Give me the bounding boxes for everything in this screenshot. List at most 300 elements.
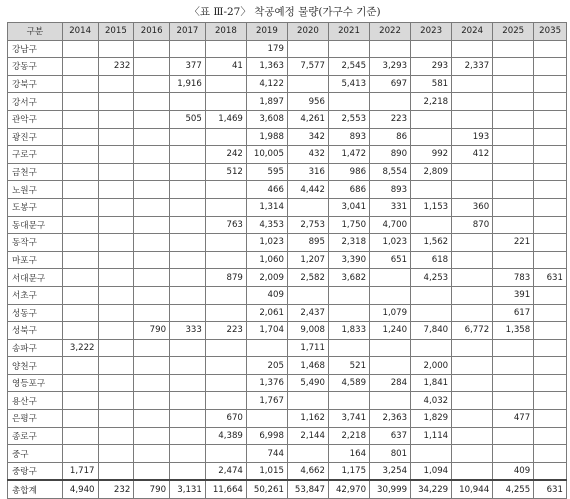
value-cell: 2,809 xyxy=(411,163,452,181)
value-cell xyxy=(534,339,567,357)
value-cell xyxy=(287,40,328,58)
value-cell xyxy=(493,146,534,164)
value-cell: 3,741 xyxy=(329,410,370,428)
value-cell: 631 xyxy=(534,480,567,498)
value-cell xyxy=(452,251,493,269)
value-cell: 1,717 xyxy=(62,462,98,480)
value-cell: 5,413 xyxy=(329,75,370,93)
value-cell xyxy=(452,93,493,111)
value-cell: 2,000 xyxy=(411,357,452,375)
district-name: 구로구 xyxy=(8,146,63,164)
table-row xyxy=(8,304,567,322)
value-cell xyxy=(205,93,246,111)
value-cell xyxy=(287,445,328,463)
value-cell xyxy=(98,75,134,93)
value-cell: 1,114 xyxy=(411,427,452,445)
value-cell xyxy=(170,198,206,216)
value-cell xyxy=(98,146,134,164)
value-cell xyxy=(205,75,246,93)
value-cell xyxy=(134,58,170,76)
value-cell: 2,144 xyxy=(287,427,328,445)
value-cell: 1,079 xyxy=(370,304,411,322)
value-cell: 3,254 xyxy=(370,462,411,480)
value-cell: 221 xyxy=(493,234,534,252)
value-cell: 1,841 xyxy=(411,374,452,392)
value-cell xyxy=(134,269,170,287)
value-cell xyxy=(534,251,567,269)
value-cell: 30,999 xyxy=(370,480,411,498)
district-name: 강북구 xyxy=(8,75,63,93)
value-cell xyxy=(205,286,246,304)
value-cell: 581 xyxy=(411,75,452,93)
value-cell xyxy=(62,374,98,392)
value-cell: 870 xyxy=(452,216,493,234)
header-year: 2018 xyxy=(205,23,246,41)
value-cell: 1,358 xyxy=(493,322,534,340)
value-cell xyxy=(134,216,170,234)
value-cell xyxy=(134,181,170,199)
value-cell xyxy=(370,269,411,287)
header-year: 2023 xyxy=(411,23,452,41)
table-row xyxy=(8,110,567,128)
value-cell: 618 xyxy=(411,251,452,269)
value-cell xyxy=(98,234,134,252)
value-cell xyxy=(134,110,170,128)
header-category: 구분 xyxy=(8,23,63,41)
value-cell xyxy=(62,269,98,287)
district-name: 금천구 xyxy=(8,163,63,181)
value-cell xyxy=(534,198,567,216)
value-cell xyxy=(287,198,328,216)
value-cell: 86 xyxy=(370,128,411,146)
value-cell xyxy=(134,410,170,428)
value-cell xyxy=(329,304,370,322)
value-cell: 893 xyxy=(370,181,411,199)
table-row xyxy=(8,251,567,269)
value-cell xyxy=(170,304,206,322)
value-cell xyxy=(411,40,452,58)
value-cell: 4,589 xyxy=(329,374,370,392)
value-cell: 2,009 xyxy=(246,269,287,287)
value-cell: 342 xyxy=(287,128,328,146)
district-name: 중구 xyxy=(8,445,63,463)
value-cell: 4,353 xyxy=(246,216,287,234)
value-cell: 2,553 xyxy=(329,110,370,128)
table-row xyxy=(8,146,567,164)
value-cell xyxy=(411,216,452,234)
value-cell: 4,662 xyxy=(287,462,328,480)
value-cell: 4,700 xyxy=(370,216,411,234)
value-cell: 2,218 xyxy=(411,93,452,111)
value-cell xyxy=(170,445,206,463)
table-caption: 〈표 Ⅲ-27〉 착공예정 물량(가구수 기준) xyxy=(189,6,381,18)
table-row xyxy=(8,93,567,111)
value-cell xyxy=(452,40,493,58)
header-year: 2022 xyxy=(370,23,411,41)
value-cell: 1,767 xyxy=(246,392,287,410)
value-cell xyxy=(98,181,134,199)
value-cell xyxy=(452,410,493,428)
value-cell: 3,222 xyxy=(62,339,98,357)
value-cell xyxy=(205,357,246,375)
value-cell: 986 xyxy=(329,163,370,181)
value-cell xyxy=(62,163,98,181)
table-row xyxy=(8,181,567,199)
value-cell xyxy=(452,163,493,181)
value-cell xyxy=(134,251,170,269)
value-cell xyxy=(134,304,170,322)
value-cell xyxy=(534,58,567,76)
value-cell: 42,970 xyxy=(329,480,370,498)
value-cell xyxy=(62,234,98,252)
value-cell: 893 xyxy=(329,128,370,146)
value-cell: 595 xyxy=(246,163,287,181)
value-cell: 1,162 xyxy=(287,410,328,428)
value-cell: 4,389 xyxy=(205,427,246,445)
value-cell: 232 xyxy=(98,480,134,498)
value-cell: 316 xyxy=(287,163,328,181)
value-cell: 3,390 xyxy=(329,251,370,269)
value-cell xyxy=(287,392,328,410)
value-cell xyxy=(493,374,534,392)
value-cell xyxy=(170,269,206,287)
value-cell: 1,472 xyxy=(329,146,370,164)
value-cell: 9,008 xyxy=(287,322,328,340)
value-cell xyxy=(370,286,411,304)
value-cell: 4,253 xyxy=(411,269,452,287)
header-year: 2024 xyxy=(452,23,493,41)
value-cell: 34,229 xyxy=(411,480,452,498)
value-cell xyxy=(493,110,534,128)
value-cell xyxy=(134,392,170,410)
value-cell xyxy=(98,445,134,463)
value-cell xyxy=(493,427,534,445)
value-cell: 333 xyxy=(170,322,206,340)
value-cell xyxy=(493,181,534,199)
value-cell xyxy=(493,251,534,269)
value-cell xyxy=(98,163,134,181)
value-cell xyxy=(62,146,98,164)
value-cell: 3,682 xyxy=(329,269,370,287)
value-cell xyxy=(452,110,493,128)
value-cell: 3,041 xyxy=(329,198,370,216)
value-cell xyxy=(493,40,534,58)
value-cell xyxy=(411,286,452,304)
value-cell xyxy=(62,445,98,463)
district-name: 강동구 xyxy=(8,58,63,76)
value-cell xyxy=(534,445,567,463)
value-cell: 10,005 xyxy=(246,146,287,164)
table-row xyxy=(8,374,567,392)
value-cell xyxy=(98,339,134,357)
construction-volume-table xyxy=(7,22,567,499)
value-cell xyxy=(62,75,98,93)
value-cell xyxy=(452,269,493,287)
value-cell xyxy=(98,216,134,234)
value-cell: 1,240 xyxy=(370,322,411,340)
value-cell: 1,094 xyxy=(411,462,452,480)
value-cell: 223 xyxy=(205,322,246,340)
value-cell xyxy=(493,392,534,410)
table-row xyxy=(8,40,567,58)
value-cell: 8,554 xyxy=(370,163,411,181)
value-cell xyxy=(370,392,411,410)
value-cell xyxy=(134,128,170,146)
value-cell xyxy=(452,234,493,252)
value-cell xyxy=(534,163,567,181)
value-cell: 193 xyxy=(452,128,493,146)
value-cell: 631 xyxy=(534,269,567,287)
value-cell: 1,829 xyxy=(411,410,452,428)
value-cell xyxy=(170,374,206,392)
district-name: 종로구 xyxy=(8,427,63,445)
header-year: 2014 xyxy=(62,23,98,41)
value-cell xyxy=(493,163,534,181)
value-cell xyxy=(98,128,134,146)
value-cell xyxy=(370,339,411,357)
value-cell: 1,897 xyxy=(246,93,287,111)
value-cell xyxy=(205,374,246,392)
value-cell xyxy=(370,40,411,58)
value-cell: 2,474 xyxy=(205,462,246,480)
value-cell: 3,131 xyxy=(170,480,206,498)
value-cell: 1,015 xyxy=(246,462,287,480)
value-cell: 512 xyxy=(205,163,246,181)
value-cell: 1,833 xyxy=(329,322,370,340)
value-cell: 232 xyxy=(98,58,134,76)
value-cell: 179 xyxy=(246,40,287,58)
value-cell xyxy=(170,93,206,111)
value-cell: 1,023 xyxy=(370,234,411,252)
value-cell: 895 xyxy=(287,234,328,252)
value-cell: 686 xyxy=(329,181,370,199)
value-cell: 377 xyxy=(170,58,206,76)
district-name: 성동구 xyxy=(8,304,63,322)
value-cell: 4,032 xyxy=(411,392,452,410)
value-cell: 783 xyxy=(493,269,534,287)
value-cell xyxy=(62,128,98,146)
value-cell xyxy=(534,322,567,340)
value-cell xyxy=(98,427,134,445)
value-cell xyxy=(205,128,246,146)
value-cell: 4,255 xyxy=(493,480,534,498)
value-cell: 5,490 xyxy=(287,374,328,392)
value-cell xyxy=(134,357,170,375)
value-cell xyxy=(62,392,98,410)
value-cell xyxy=(205,339,246,357)
value-cell xyxy=(134,462,170,480)
value-cell: 2,437 xyxy=(287,304,328,322)
table-row xyxy=(8,269,567,287)
value-cell: 617 xyxy=(493,304,534,322)
value-cell xyxy=(287,286,328,304)
value-cell xyxy=(170,357,206,375)
value-cell xyxy=(62,410,98,428)
value-cell xyxy=(134,198,170,216)
district-name: 중랑구 xyxy=(8,462,63,480)
value-cell: 10,944 xyxy=(452,480,493,498)
value-cell: 505 xyxy=(170,110,206,128)
value-cell: 2,753 xyxy=(287,216,328,234)
value-cell: 7,840 xyxy=(411,322,452,340)
value-cell xyxy=(134,234,170,252)
value-cell xyxy=(493,216,534,234)
value-cell xyxy=(205,392,246,410)
value-cell xyxy=(329,93,370,111)
value-cell xyxy=(534,110,567,128)
value-cell: 1,314 xyxy=(246,198,287,216)
table-row xyxy=(8,216,567,234)
value-cell: 956 xyxy=(287,93,328,111)
value-cell xyxy=(452,445,493,463)
table-row xyxy=(8,75,567,93)
district-name: 양천구 xyxy=(8,357,63,375)
value-cell xyxy=(134,75,170,93)
value-cell: 637 xyxy=(370,427,411,445)
value-cell xyxy=(134,93,170,111)
value-cell: 1,060 xyxy=(246,251,287,269)
value-cell xyxy=(98,269,134,287)
value-cell xyxy=(493,75,534,93)
district-name: 관악구 xyxy=(8,110,63,128)
value-cell xyxy=(534,304,567,322)
value-cell xyxy=(134,286,170,304)
value-cell: 2,582 xyxy=(287,269,328,287)
value-cell: 3,608 xyxy=(246,110,287,128)
value-cell: 1,469 xyxy=(205,110,246,128)
value-cell xyxy=(534,181,567,199)
value-cell: 1,207 xyxy=(287,251,328,269)
value-cell xyxy=(493,128,534,146)
header-year: 2016 xyxy=(134,23,170,41)
value-cell: 1,376 xyxy=(246,374,287,392)
header-year: 2020 xyxy=(287,23,328,41)
value-cell xyxy=(62,322,98,340)
header-year: 2021 xyxy=(329,23,370,41)
value-cell xyxy=(62,357,98,375)
value-cell xyxy=(205,445,246,463)
value-cell: 2,363 xyxy=(370,410,411,428)
value-cell xyxy=(98,286,134,304)
value-cell xyxy=(170,410,206,428)
district-name: 서대문구 xyxy=(8,269,63,287)
value-cell xyxy=(452,304,493,322)
value-cell xyxy=(411,128,452,146)
value-cell: 412 xyxy=(452,146,493,164)
value-cell: 1,562 xyxy=(411,234,452,252)
value-cell xyxy=(98,410,134,428)
value-cell xyxy=(534,234,567,252)
table-row xyxy=(8,128,567,146)
value-cell xyxy=(205,40,246,58)
value-cell xyxy=(170,462,206,480)
table-row xyxy=(8,410,567,428)
value-cell: 1,916 xyxy=(170,75,206,93)
value-cell xyxy=(493,93,534,111)
value-cell: 744 xyxy=(246,445,287,463)
district-name: 노원구 xyxy=(8,181,63,199)
value-cell: 331 xyxy=(370,198,411,216)
value-cell xyxy=(62,427,98,445)
value-cell xyxy=(452,427,493,445)
value-cell xyxy=(534,462,567,480)
header-year: 2035 xyxy=(534,23,567,41)
value-cell xyxy=(62,198,98,216)
table-row xyxy=(8,286,567,304)
value-cell: 41 xyxy=(205,58,246,76)
value-cell: 409 xyxy=(493,462,534,480)
value-cell xyxy=(411,304,452,322)
value-cell: 801 xyxy=(370,445,411,463)
value-cell xyxy=(534,128,567,146)
value-cell xyxy=(452,357,493,375)
value-cell xyxy=(534,216,567,234)
value-cell: 391 xyxy=(493,286,534,304)
value-cell: 879 xyxy=(205,269,246,287)
table-row xyxy=(8,163,567,181)
value-cell: 205 xyxy=(246,357,287,375)
value-cell xyxy=(411,110,452,128)
value-cell xyxy=(170,234,206,252)
value-cell: 1,704 xyxy=(246,322,287,340)
value-cell xyxy=(329,40,370,58)
value-cell xyxy=(534,40,567,58)
value-cell: 2,218 xyxy=(329,427,370,445)
value-cell: 11,664 xyxy=(205,480,246,498)
value-cell: 2,318 xyxy=(329,234,370,252)
table-row xyxy=(8,445,567,463)
value-cell xyxy=(205,198,246,216)
table-row xyxy=(8,234,567,252)
value-cell: 466 xyxy=(246,181,287,199)
value-cell: 2,337 xyxy=(452,58,493,76)
value-cell xyxy=(134,163,170,181)
value-cell xyxy=(493,198,534,216)
value-cell xyxy=(534,93,567,111)
value-cell xyxy=(170,40,206,58)
district-name: 강남구 xyxy=(8,40,63,58)
value-cell xyxy=(205,251,246,269)
value-cell: 7,577 xyxy=(287,58,328,76)
value-cell xyxy=(452,75,493,93)
value-cell xyxy=(170,216,206,234)
value-cell xyxy=(246,410,287,428)
value-cell xyxy=(246,339,287,357)
value-cell xyxy=(329,392,370,410)
value-cell xyxy=(170,128,206,146)
value-cell: 477 xyxy=(493,410,534,428)
value-cell: 1,175 xyxy=(329,462,370,480)
district-name: 영등포구 xyxy=(8,374,63,392)
value-cell: 763 xyxy=(205,216,246,234)
value-cell xyxy=(98,110,134,128)
value-cell xyxy=(534,146,567,164)
value-cell: 6,998 xyxy=(246,427,287,445)
value-cell xyxy=(452,462,493,480)
value-cell: 2,061 xyxy=(246,304,287,322)
district-name: 서초구 xyxy=(8,286,63,304)
district-name: 광진구 xyxy=(8,128,63,146)
total-row xyxy=(8,480,567,498)
value-cell xyxy=(98,198,134,216)
header-year: 2017 xyxy=(170,23,206,41)
table-row xyxy=(8,427,567,445)
table-row xyxy=(8,462,567,480)
header-row xyxy=(8,23,567,41)
value-cell xyxy=(329,286,370,304)
value-cell: 1,153 xyxy=(411,198,452,216)
value-cell: 1,023 xyxy=(246,234,287,252)
